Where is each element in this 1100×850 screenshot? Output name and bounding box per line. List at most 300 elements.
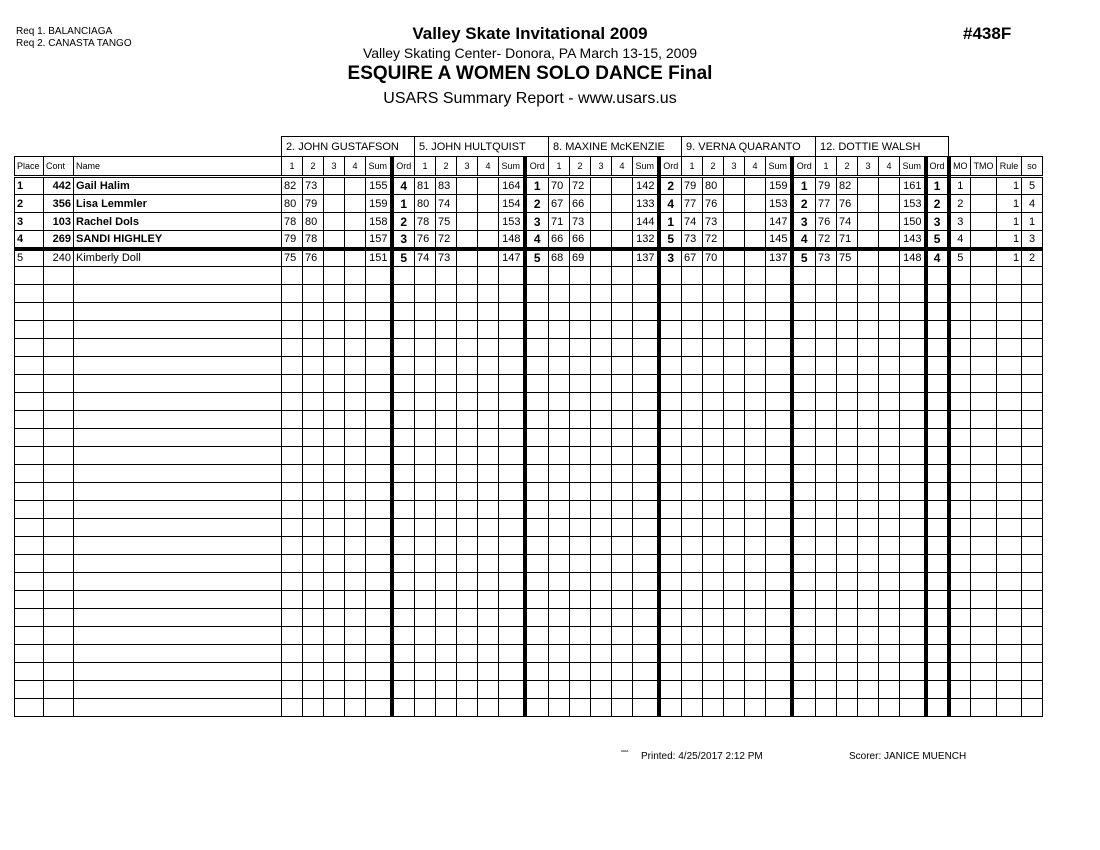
empty-cell bbox=[415, 267, 436, 285]
empty-cell bbox=[525, 699, 549, 717]
empty-cell bbox=[997, 429, 1022, 447]
empty-cell bbox=[997, 555, 1022, 573]
empty-cell bbox=[879, 465, 900, 483]
empty-cell bbox=[926, 411, 949, 429]
empty-cell bbox=[499, 303, 525, 321]
empty-cell bbox=[971, 465, 997, 483]
empty-cell bbox=[949, 519, 971, 537]
empty-cell bbox=[549, 555, 570, 573]
empty-cell bbox=[15, 375, 44, 393]
empty-cell bbox=[366, 555, 392, 573]
empty-cell bbox=[549, 501, 570, 519]
empty-cell bbox=[549, 519, 570, 537]
empty-cell bbox=[682, 339, 703, 357]
empty-cell bbox=[900, 645, 926, 663]
empty-cell bbox=[949, 429, 971, 447]
empty-cell bbox=[949, 681, 971, 699]
empty-cell bbox=[436, 645, 457, 663]
empty-cell bbox=[724, 555, 745, 573]
empty-cell bbox=[44, 429, 74, 447]
empty-cell bbox=[44, 699, 74, 717]
score-cell bbox=[858, 177, 879, 195]
empty-cell bbox=[745, 375, 766, 393]
judge-name: 8. MAXINE McKENZIE bbox=[549, 137, 682, 157]
competition-title: Valley Skate Invitational 2009 bbox=[412, 24, 648, 43]
empty-cell bbox=[282, 591, 303, 609]
empty-cell bbox=[74, 501, 282, 519]
empty-cell bbox=[1022, 447, 1043, 465]
score-cell: 78 bbox=[303, 231, 324, 249]
empty-cell bbox=[591, 393, 612, 411]
empty-cell bbox=[858, 573, 879, 591]
empty-cell bbox=[879, 339, 900, 357]
empty-cell bbox=[366, 447, 392, 465]
empty-cell bbox=[457, 483, 478, 501]
empty-cell bbox=[816, 267, 837, 285]
score-cell bbox=[591, 213, 612, 231]
empty-cell bbox=[949, 339, 971, 357]
empty-cell bbox=[591, 537, 612, 555]
empty-cell bbox=[858, 393, 879, 411]
empty-cell bbox=[879, 447, 900, 465]
empty-cell bbox=[1022, 519, 1043, 537]
empty-cell bbox=[792, 573, 816, 591]
score-cell: 76 bbox=[703, 195, 724, 213]
empty-cell bbox=[1022, 375, 1043, 393]
empty-cell bbox=[324, 645, 345, 663]
empty-cell bbox=[837, 321, 858, 339]
empty-cell bbox=[879, 393, 900, 411]
empty-cell bbox=[792, 267, 816, 285]
empty-cell bbox=[792, 627, 816, 645]
empty-cell bbox=[879, 483, 900, 501]
empty-cell bbox=[816, 321, 837, 339]
empty-cell bbox=[949, 483, 971, 501]
empty-cell bbox=[949, 645, 971, 663]
empty-cell bbox=[745, 501, 766, 519]
empty-cell bbox=[570, 627, 591, 645]
empty-cell bbox=[659, 447, 682, 465]
empty-cell bbox=[74, 519, 282, 537]
empty-cell bbox=[724, 645, 745, 663]
empty-cell bbox=[345, 483, 366, 501]
empty-cell bbox=[44, 411, 74, 429]
empty-cell bbox=[900, 429, 926, 447]
score-cell bbox=[324, 231, 345, 249]
ordinal-cell: 1 bbox=[792, 177, 816, 195]
empty-cell bbox=[926, 555, 949, 573]
empty-cell bbox=[766, 591, 792, 609]
empty-cell bbox=[436, 519, 457, 537]
empty-cell bbox=[682, 411, 703, 429]
empty-cell bbox=[971, 429, 997, 447]
empty-cell bbox=[499, 267, 525, 285]
score-cell bbox=[724, 249, 745, 267]
empty-cell bbox=[525, 411, 549, 429]
empty-cell bbox=[766, 519, 792, 537]
empty-cell bbox=[816, 663, 837, 681]
empty-cell bbox=[499, 357, 525, 375]
sum-cell: 144 bbox=[633, 213, 659, 231]
ordinal-cell: 4 bbox=[792, 231, 816, 249]
empty-cell bbox=[324, 321, 345, 339]
empty-cell bbox=[366, 267, 392, 285]
empty-cell bbox=[837, 267, 858, 285]
empty-cell bbox=[997, 501, 1022, 519]
score-cell: 80 bbox=[303, 213, 324, 231]
empty-cell bbox=[499, 339, 525, 357]
empty-cell bbox=[549, 609, 570, 627]
spacer bbox=[949, 137, 1043, 157]
empty-cell bbox=[324, 285, 345, 303]
empty-cell bbox=[997, 375, 1022, 393]
empty-cell bbox=[303, 555, 324, 573]
score-cell: 78 bbox=[415, 213, 436, 231]
empty-cell bbox=[858, 267, 879, 285]
cont-cell: 442 bbox=[44, 177, 74, 195]
empty-cell bbox=[745, 411, 766, 429]
empty-cell bbox=[997, 627, 1022, 645]
empty-cell bbox=[478, 321, 499, 339]
empty-cell bbox=[879, 573, 900, 591]
empty-cell bbox=[837, 357, 858, 375]
empty-cell bbox=[724, 411, 745, 429]
empty-cell bbox=[324, 627, 345, 645]
empty-cell bbox=[591, 501, 612, 519]
empty-cell bbox=[633, 591, 659, 609]
col-judge-3-ord: Ord bbox=[659, 157, 682, 177]
empty-cell bbox=[949, 321, 971, 339]
empty-cell bbox=[499, 555, 525, 573]
empty-cell bbox=[366, 663, 392, 681]
empty-cell bbox=[345, 609, 366, 627]
empty-cell bbox=[792, 429, 816, 447]
empty-cell bbox=[633, 645, 659, 663]
empty-cell bbox=[900, 285, 926, 303]
empty-cell bbox=[766, 501, 792, 519]
empty-cell bbox=[345, 501, 366, 519]
score-cell: 70 bbox=[549, 177, 570, 195]
empty-cell bbox=[766, 357, 792, 375]
empty-cell bbox=[499, 501, 525, 519]
table-row bbox=[15, 177, 1043, 195]
printed-timestamp: Printed: 4/25/2017 2:12 PM bbox=[641, 751, 763, 762]
score-cell: 68 bbox=[549, 249, 570, 267]
empty-cell bbox=[837, 429, 858, 447]
empty-cell bbox=[303, 519, 324, 537]
empty-cell bbox=[457, 429, 478, 447]
empty-row bbox=[15, 447, 1043, 465]
empty-cell bbox=[324, 537, 345, 555]
empty-cell bbox=[703, 447, 724, 465]
empty-cell bbox=[816, 411, 837, 429]
empty-row bbox=[15, 411, 1043, 429]
empty-cell bbox=[612, 573, 633, 591]
empty-cell bbox=[303, 429, 324, 447]
empty-cell bbox=[837, 375, 858, 393]
empty-cell bbox=[415, 699, 436, 717]
empty-cell bbox=[633, 627, 659, 645]
empty-cell bbox=[324, 339, 345, 357]
empty-cell bbox=[612, 681, 633, 699]
empty-cell bbox=[282, 519, 303, 537]
empty-cell bbox=[879, 681, 900, 699]
empty-cell bbox=[366, 501, 392, 519]
empty-cell bbox=[745, 285, 766, 303]
empty-cell bbox=[971, 393, 997, 411]
ordinal-cell: 4 bbox=[392, 177, 415, 195]
empty-cell bbox=[282, 555, 303, 573]
rule-cell: 1 bbox=[997, 177, 1022, 195]
empty-cell bbox=[345, 591, 366, 609]
empty-cell bbox=[659, 681, 682, 699]
ordinal-cell: 2 bbox=[659, 177, 682, 195]
empty-cell bbox=[997, 645, 1022, 663]
empty-cell bbox=[792, 591, 816, 609]
empty-cell bbox=[570, 519, 591, 537]
empty-cell bbox=[858, 537, 879, 555]
empty-cell bbox=[766, 573, 792, 591]
empty-cell bbox=[792, 393, 816, 411]
empty-cell bbox=[478, 699, 499, 717]
empty-cell bbox=[591, 627, 612, 645]
empty-cell bbox=[415, 609, 436, 627]
empty-cell bbox=[15, 267, 44, 285]
score-cell bbox=[345, 177, 366, 195]
empty-cell bbox=[415, 303, 436, 321]
empty-cell bbox=[415, 411, 436, 429]
score-cell bbox=[612, 213, 633, 231]
sum-cell: 133 bbox=[633, 195, 659, 213]
empty-cell bbox=[949, 411, 971, 429]
empty-cell bbox=[549, 591, 570, 609]
mo-cell: 2 bbox=[949, 195, 971, 213]
empty-cell bbox=[1022, 465, 1043, 483]
empty-cell bbox=[997, 519, 1022, 537]
empty-cell bbox=[745, 483, 766, 501]
ordinal-cell: 1 bbox=[659, 213, 682, 231]
empty-cell bbox=[15, 591, 44, 609]
empty-row bbox=[15, 591, 1043, 609]
sum-cell: 154 bbox=[499, 195, 525, 213]
empty-cell bbox=[837, 339, 858, 357]
empty-cell bbox=[879, 645, 900, 663]
empty-cell bbox=[345, 627, 366, 645]
empty-cell bbox=[766, 627, 792, 645]
empty-cell bbox=[792, 501, 816, 519]
empty-cell bbox=[366, 483, 392, 501]
empty-cell bbox=[971, 645, 997, 663]
col-judge-1-sum: Sum bbox=[366, 157, 392, 177]
empty-cell bbox=[612, 663, 633, 681]
empty-cell bbox=[74, 357, 282, 375]
empty-row bbox=[15, 267, 1043, 285]
empty-cell bbox=[74, 447, 282, 465]
so-cell: 2 bbox=[1022, 249, 1043, 267]
empty-cell bbox=[633, 375, 659, 393]
ordinal-cell: 5 bbox=[659, 231, 682, 249]
empty-cell bbox=[570, 483, 591, 501]
empty-cell bbox=[745, 573, 766, 591]
empty-cell bbox=[366, 627, 392, 645]
empty-row bbox=[15, 519, 1043, 537]
empty-cell bbox=[879, 303, 900, 321]
score-cell: 74 bbox=[415, 249, 436, 267]
empty-cell bbox=[499, 393, 525, 411]
empty-cell bbox=[392, 411, 415, 429]
empty-cell bbox=[792, 411, 816, 429]
empty-cell bbox=[392, 681, 415, 699]
empty-cell bbox=[792, 681, 816, 699]
empty-cell bbox=[392, 501, 415, 519]
rule-cell: 1 bbox=[997, 231, 1022, 249]
empty-cell bbox=[478, 411, 499, 429]
empty-cell bbox=[612, 519, 633, 537]
score-cell bbox=[457, 177, 478, 195]
empty-cell bbox=[44, 393, 74, 411]
empty-cell bbox=[457, 699, 478, 717]
empty-cell bbox=[745, 393, 766, 411]
col-judge-4-ord: Ord bbox=[792, 157, 816, 177]
empty-cell bbox=[15, 699, 44, 717]
empty-cell bbox=[570, 663, 591, 681]
empty-cell bbox=[997, 267, 1022, 285]
empty-cell bbox=[324, 303, 345, 321]
empty-cell bbox=[879, 321, 900, 339]
empty-cell bbox=[900, 699, 926, 717]
score-cell bbox=[724, 195, 745, 213]
empty-cell bbox=[15, 681, 44, 699]
empty-cell bbox=[436, 501, 457, 519]
col-judge-5-4: 4 bbox=[879, 157, 900, 177]
empty-cell bbox=[724, 357, 745, 375]
empty-cell bbox=[724, 483, 745, 501]
sum-cell: 148 bbox=[499, 231, 525, 249]
empty-cell bbox=[282, 411, 303, 429]
empty-cell bbox=[392, 465, 415, 483]
score-cell bbox=[478, 249, 499, 267]
score-cell bbox=[591, 249, 612, 267]
empty-cell bbox=[682, 303, 703, 321]
empty-cell bbox=[549, 339, 570, 357]
empty-cell bbox=[633, 699, 659, 717]
empty-cell bbox=[766, 537, 792, 555]
empty-cell bbox=[457, 267, 478, 285]
empty-cell bbox=[345, 303, 366, 321]
empty-cell bbox=[44, 591, 74, 609]
empty-cell bbox=[415, 465, 436, 483]
empty-cell bbox=[900, 267, 926, 285]
empty-row bbox=[15, 339, 1043, 357]
col-rule: Rule bbox=[997, 157, 1022, 177]
place-cell: 1 bbox=[15, 177, 44, 195]
empty-cell bbox=[766, 483, 792, 501]
empty-cell bbox=[745, 447, 766, 465]
empty-cell bbox=[633, 267, 659, 285]
tiny-code: ᵃᵃ¹ᵃ bbox=[621, 749, 629, 755]
score-cell: 75 bbox=[282, 249, 303, 267]
empty-cell bbox=[282, 393, 303, 411]
empty-cell bbox=[816, 573, 837, 591]
empty-cell bbox=[682, 501, 703, 519]
empty-cell bbox=[612, 375, 633, 393]
empty-cell bbox=[392, 285, 415, 303]
requirement-1: Req 1. BALANCIAGA bbox=[16, 26, 113, 37]
empty-cell bbox=[44, 483, 74, 501]
empty-cell bbox=[478, 627, 499, 645]
empty-cell bbox=[724, 393, 745, 411]
empty-cell bbox=[570, 375, 591, 393]
empty-cell bbox=[837, 699, 858, 717]
empty-cell bbox=[703, 375, 724, 393]
empty-cell bbox=[837, 303, 858, 321]
empty-cell bbox=[816, 357, 837, 375]
empty-cell bbox=[478, 339, 499, 357]
empty-cell bbox=[971, 663, 997, 681]
empty-cell bbox=[324, 681, 345, 699]
empty-cell bbox=[591, 699, 612, 717]
empty-cell bbox=[837, 681, 858, 699]
empty-cell bbox=[591, 375, 612, 393]
score-cell bbox=[345, 231, 366, 249]
empty-cell bbox=[745, 465, 766, 483]
empty-cell bbox=[74, 699, 282, 717]
empty-cell bbox=[392, 429, 415, 447]
so-cell: 3 bbox=[1022, 231, 1043, 249]
empty-cell bbox=[74, 663, 282, 681]
empty-cell bbox=[659, 483, 682, 501]
judge-header-row bbox=[15, 137, 1043, 157]
empty-cell bbox=[724, 501, 745, 519]
empty-cell bbox=[745, 303, 766, 321]
rule-cell: 1 bbox=[997, 249, 1022, 267]
empty-cell bbox=[837, 483, 858, 501]
empty-cell bbox=[837, 411, 858, 429]
empty-cell bbox=[282, 537, 303, 555]
empty-cell bbox=[997, 321, 1022, 339]
empty-cell bbox=[659, 519, 682, 537]
empty-cell bbox=[926, 321, 949, 339]
empty-cell bbox=[633, 681, 659, 699]
empty-cell bbox=[525, 681, 549, 699]
empty-cell bbox=[703, 339, 724, 357]
empty-cell bbox=[766, 393, 792, 411]
sum-cell: 153 bbox=[499, 213, 525, 231]
empty-cell bbox=[44, 537, 74, 555]
empty-cell bbox=[633, 339, 659, 357]
empty-cell bbox=[392, 357, 415, 375]
empty-cell bbox=[724, 699, 745, 717]
empty-cell bbox=[682, 519, 703, 537]
empty-cell bbox=[303, 573, 324, 591]
empty-cell bbox=[478, 285, 499, 303]
empty-row bbox=[15, 393, 1043, 411]
empty-cell bbox=[858, 339, 879, 357]
empty-row bbox=[15, 285, 1043, 303]
table-row bbox=[15, 213, 1043, 231]
score-cell bbox=[478, 213, 499, 231]
empty-cell bbox=[44, 465, 74, 483]
score-cell bbox=[858, 213, 879, 231]
empty-cell bbox=[949, 357, 971, 375]
empty-cell bbox=[303, 267, 324, 285]
empty-cell bbox=[74, 303, 282, 321]
empty-cell bbox=[44, 573, 74, 591]
ordinal-cell: 3 bbox=[525, 213, 549, 231]
empty-cell bbox=[724, 537, 745, 555]
empty-cell bbox=[837, 591, 858, 609]
empty-cell bbox=[549, 429, 570, 447]
